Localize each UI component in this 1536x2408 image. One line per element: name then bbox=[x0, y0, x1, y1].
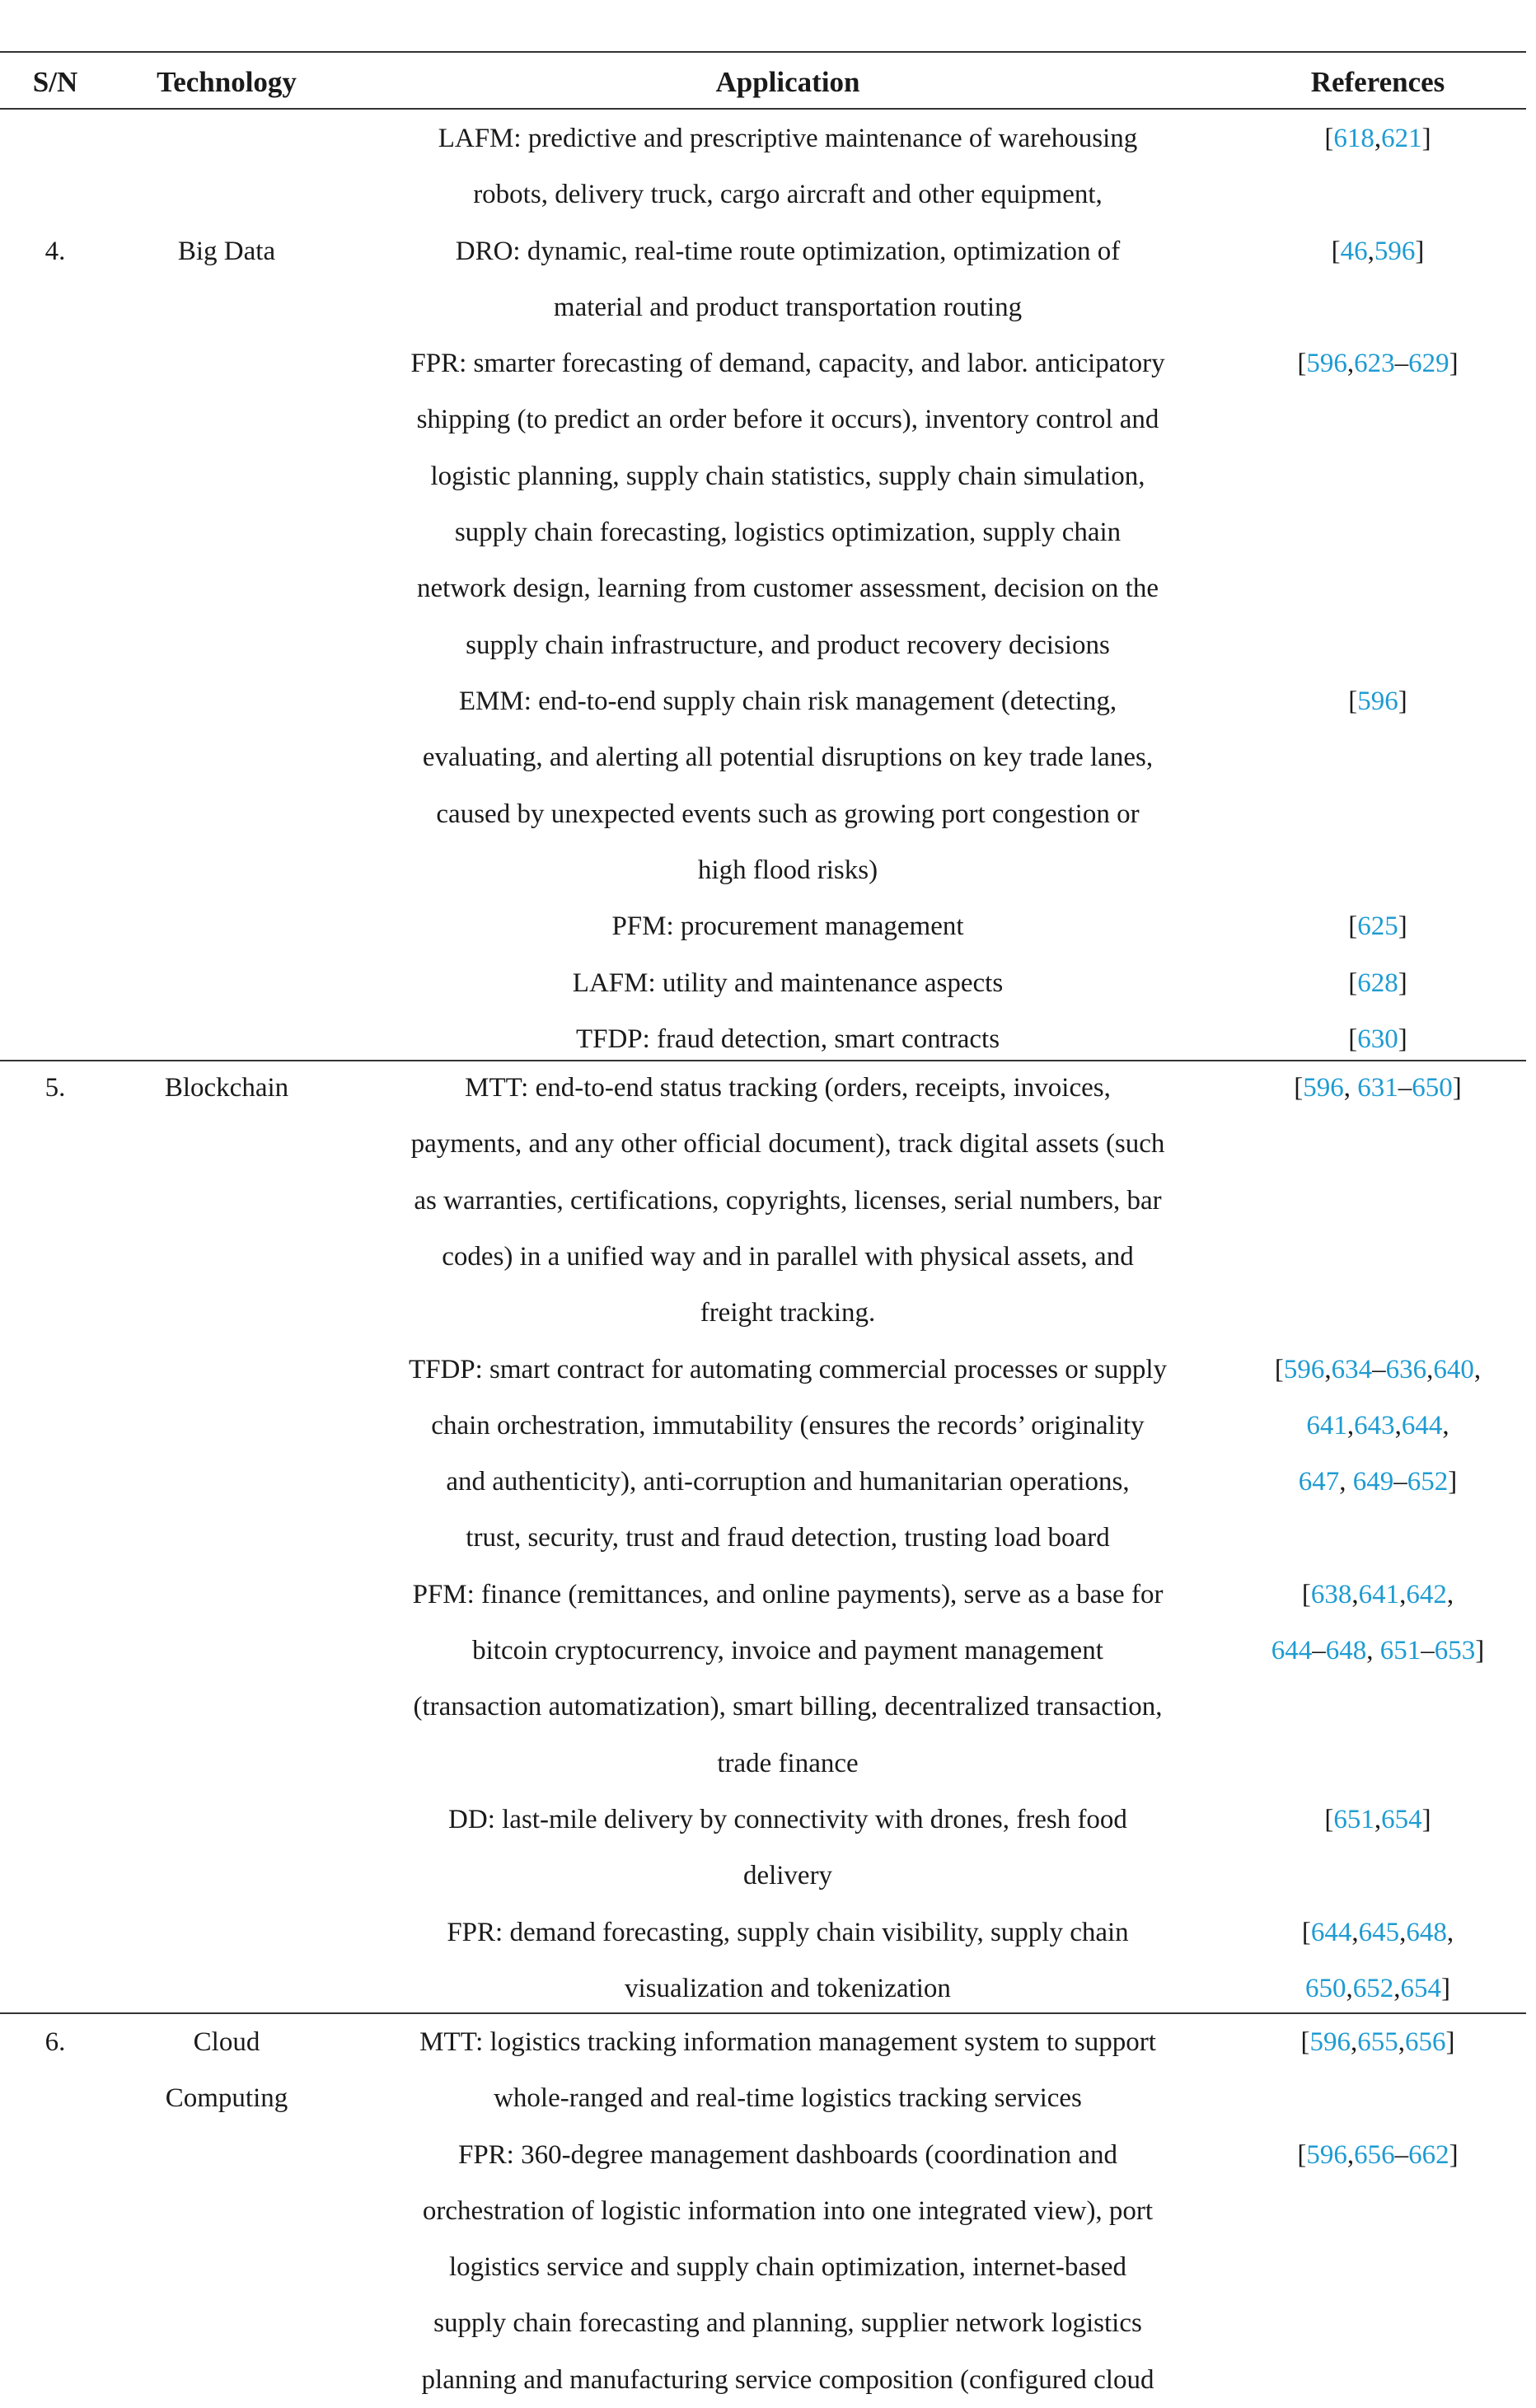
reference-number[interactable]: 654 bbox=[1381, 1804, 1422, 1834]
reference-number[interactable]: 651 bbox=[1333, 1804, 1374, 1834]
application-line: evaluating, and alerting all potential disruptions on key trade lanes, bbox=[422, 743, 1154, 773]
reference-number[interactable]: 629 bbox=[1408, 349, 1449, 379]
reference-number[interactable]: 650 bbox=[1305, 1973, 1346, 2003]
reference-number[interactable]: 46 bbox=[1340, 236, 1368, 266]
references-cell bbox=[1261, 1792, 1495, 1848]
application-line: DD: last-mile delivery by connectivity with drones, fresh food bbox=[448, 1804, 1127, 1834]
application-line: supply chain infrastructure, and product recovery decisions bbox=[466, 630, 1110, 660]
application-line: FPR: demand forecasting, supply chain visibility, supply chain bbox=[447, 1917, 1129, 1947]
application-line: codes) in a unified way and in parallel with physical assets, and bbox=[442, 1241, 1134, 1272]
references-cell bbox=[1261, 1567, 1495, 1680]
reference-line: [638,641,642, bbox=[1301, 1579, 1454, 1609]
reference-number[interactable]: 650 bbox=[1412, 1073, 1453, 1103]
reference-number[interactable]: 649 bbox=[1352, 1467, 1394, 1497]
reference-number[interactable]: 628 bbox=[1357, 967, 1398, 998]
reference-number[interactable]: 596 bbox=[1303, 1073, 1344, 1103]
application-line: delivery bbox=[742, 1861, 833, 1891]
reference-number[interactable]: 631 bbox=[1357, 1073, 1398, 1103]
reference-number[interactable]: 656 bbox=[1354, 2139, 1395, 2170]
application-line: DRO: dynamic, real-time route optimization, optimization of bbox=[455, 236, 1121, 266]
reference-number[interactable]: 642 bbox=[1406, 1579, 1447, 1609]
reference-number[interactable]: 656 bbox=[1405, 2027, 1446, 2057]
references-cell bbox=[1261, 898, 1495, 954]
reference-line: [596,623–629] bbox=[1297, 349, 1459, 379]
reference-number[interactable]: 653 bbox=[1434, 1635, 1476, 1665]
reference-number[interactable]: 647 bbox=[1298, 1467, 1340, 1497]
references-cell bbox=[1261, 1060, 1495, 1116]
references-cell bbox=[1261, 673, 1495, 729]
application-line: payments, and any other official document), track digital assets (such bbox=[410, 1129, 1165, 1159]
reference-line: [596,655,656] bbox=[1300, 2027, 1455, 2057]
reference-line: 641,643,644, bbox=[1306, 1410, 1449, 1441]
technology-line: Cloud bbox=[193, 2027, 260, 2057]
reference-number[interactable]: 651 bbox=[1379, 1635, 1421, 1665]
row-technology bbox=[110, 223, 343, 279]
application-cell bbox=[343, 335, 1233, 673]
reference-number[interactable]: 648 bbox=[1406, 1917, 1447, 1947]
header-sn: S/N bbox=[32, 66, 78, 98]
reference-number[interactable]: 596 bbox=[1283, 1354, 1325, 1384]
application-line: FPR: smarter forecasting of demand, capacity, and labor. anticipatory bbox=[410, 349, 1165, 379]
row-serial-number: 4. bbox=[44, 236, 66, 266]
application-line: LAFM: utility and maintenance aspects bbox=[572, 967, 1004, 998]
references-cell bbox=[1261, 110, 1495, 166]
row-serial-number: 5. bbox=[44, 1073, 66, 1103]
application-cell bbox=[343, 898, 1233, 954]
application-line: EMM: end-to-end supply chain risk management (detecting, bbox=[458, 686, 1117, 716]
reference-line: [618,621] bbox=[1324, 124, 1431, 153]
application-line: caused by unexpected events such as growing port congestion or bbox=[436, 799, 1140, 829]
application-line: planning and manufacturing service composition (configured cloud bbox=[421, 2364, 1154, 2395]
application-line: material and product transportation routing bbox=[553, 292, 1023, 322]
application-line: PFM: procurement management bbox=[611, 911, 964, 942]
reference-number[interactable]: 654 bbox=[1400, 1973, 1441, 2003]
application-line: MTT: end-to-end status tracking (orders, receipts, invoices, bbox=[465, 1073, 1111, 1103]
reference-number[interactable]: 596 bbox=[1306, 2139, 1347, 2170]
reference-line: [596, 631–650] bbox=[1294, 1073, 1462, 1103]
technology-line: Computing bbox=[165, 2083, 288, 2114]
references-cell bbox=[1261, 2014, 1495, 2070]
application-cell bbox=[343, 1792, 1233, 1904]
application-line: logistic planning, supply chain statistics, supply chain simulation, bbox=[430, 461, 1145, 491]
row-technology bbox=[110, 1060, 343, 1116]
header-references: References bbox=[1310, 66, 1445, 98]
application-line: FPR: 360-degree management dashboards (coordination and bbox=[457, 2139, 1118, 2170]
references-cell bbox=[1261, 2127, 1495, 2183]
reference-number[interactable]: 645 bbox=[1358, 1917, 1400, 1947]
row-technology bbox=[110, 2014, 343, 2127]
reference-number[interactable]: 640 bbox=[1433, 1354, 1474, 1384]
reference-line: [596,634–636,640, bbox=[1274, 1354, 1482, 1384]
application-line: LAFM: predictive and prescriptive maintenance of warehousing bbox=[438, 124, 1138, 153]
reference-number[interactable]: 596 bbox=[1306, 349, 1347, 379]
reference-number[interactable]: 644 bbox=[1401, 1410, 1443, 1441]
application-line: (transaction automatization), smart billing, decentralized transaction, bbox=[413, 1692, 1163, 1722]
reference-line: [596] bbox=[1348, 686, 1407, 716]
application-line: high flood risks) bbox=[697, 855, 878, 885]
application-line: trade finance bbox=[717, 1748, 859, 1778]
reference-number[interactable]: 662 bbox=[1408, 2139, 1449, 2170]
reference-number[interactable]: 596 bbox=[1374, 236, 1416, 266]
application-line: bitcoin cryptocurrency, invoice and payment management bbox=[472, 1635, 1103, 1665]
application-cell bbox=[343, 223, 1233, 336]
application-line: and authenticity), anti-corruption and humanitarian operations, bbox=[446, 1467, 1130, 1497]
application-line: orchestration of logistic information into one integrated view), port bbox=[422, 2195, 1154, 2226]
references-cell bbox=[1261, 1011, 1495, 1067]
application-line: supply chain forecasting, logistics optimization, supply chain bbox=[454, 518, 1122, 548]
table-top-rule bbox=[0, 51, 1526, 53]
application-line: visualization and tokenization bbox=[625, 1973, 951, 2003]
reference-number[interactable]: 621 bbox=[1381, 124, 1422, 153]
reference-line: 650,652,654] bbox=[1305, 1973, 1450, 2003]
reference-number[interactable]: 641 bbox=[1358, 1579, 1400, 1609]
application-line: whole-ranged and real-time logistics tracking services bbox=[494, 2083, 1082, 2114]
reference-number[interactable]: 596 bbox=[1357, 686, 1398, 716]
references-cell bbox=[1261, 1342, 1495, 1511]
application-line: logistics service and supply chain optimization, internet-based bbox=[448, 2252, 1127, 2283]
application-cell bbox=[343, 673, 1233, 898]
application-cell bbox=[343, 2127, 1233, 2408]
application-cell bbox=[343, 1904, 1233, 2017]
references-cell bbox=[1261, 223, 1495, 279]
application-cell bbox=[343, 1060, 1233, 1341]
references-cell bbox=[1261, 1904, 1495, 2017]
group-separator-rule bbox=[0, 2012, 1526, 2014]
application-cell bbox=[343, 955, 1233, 1011]
reference-line: [596,656–662] bbox=[1297, 2139, 1459, 2170]
application-line: chain orchestration, immutability (ensures the records’ originality bbox=[431, 1410, 1145, 1441]
reference-number[interactable]: 625 bbox=[1357, 911, 1398, 942]
application-line: TFDP: fraud detection, smart contracts bbox=[575, 1024, 1000, 1054]
row-serial-number: 6. bbox=[44, 2027, 66, 2057]
reference-number[interactable]: 648 bbox=[1325, 1635, 1367, 1665]
application-cell bbox=[343, 1567, 1233, 1792]
reference-line: 644–648, 651–653] bbox=[1271, 1635, 1485, 1665]
group-separator-rule bbox=[0, 1060, 1526, 1061]
reference-number[interactable]: 623 bbox=[1354, 349, 1395, 379]
reference-line: [644,645,648, bbox=[1301, 1917, 1454, 1947]
application-line: shipping (to predict an order before it occurs), inventory control and bbox=[416, 405, 1159, 435]
reference-number[interactable]: 644 bbox=[1310, 1917, 1352, 1947]
header-bottom-rule bbox=[0, 108, 1526, 110]
reference-number[interactable]: 596 bbox=[1309, 2027, 1351, 2057]
reference-line: 647, 649–652] bbox=[1298, 1467, 1458, 1497]
technology-line: Blockchain bbox=[164, 1073, 289, 1103]
reference-number[interactable]: 634 bbox=[1331, 1354, 1373, 1384]
application-line: TFDP: smart contract for automating commercial processes or supply bbox=[408, 1354, 1168, 1384]
technology-line: Big Data bbox=[177, 236, 276, 266]
reference-number[interactable]: 638 bbox=[1310, 1579, 1352, 1609]
application-line: as warranties, certifications, copyrights, licenses, serial numbers, bar bbox=[414, 1185, 1162, 1216]
application-line: network design, learning from customer assessment, decision on the bbox=[417, 574, 1159, 604]
application-line: PFM: finance (remittances, and online payments), serve as a base for bbox=[412, 1579, 1164, 1609]
application-cell bbox=[343, 110, 1233, 223]
reference-line: [628] bbox=[1348, 967, 1407, 998]
references-cell bbox=[1261, 955, 1495, 1011]
reference-number[interactable]: 636 bbox=[1385, 1354, 1427, 1384]
reference-number[interactable]: 652 bbox=[1407, 1467, 1449, 1497]
reference-line: [630] bbox=[1348, 1024, 1407, 1054]
application-line: MTT: logistics tracking information management system to support bbox=[419, 2027, 1156, 2057]
header-application: Application bbox=[715, 66, 860, 98]
application-cell bbox=[343, 1342, 1233, 1567]
reference-number[interactable]: 630 bbox=[1357, 1024, 1398, 1054]
reference-number[interactable]: 618 bbox=[1333, 124, 1374, 153]
header-technology: Technology bbox=[157, 66, 297, 98]
reference-number[interactable]: 655 bbox=[1357, 2027, 1398, 2057]
reference-line: [625] bbox=[1348, 911, 1407, 942]
application-cell bbox=[343, 1011, 1233, 1067]
reference-line: [46,596] bbox=[1331, 236, 1425, 266]
references-cell bbox=[1261, 335, 1495, 391]
reference-number[interactable]: 641 bbox=[1306, 1410, 1347, 1441]
application-line: freight tracking. bbox=[700, 1298, 876, 1328]
reference-line: [651,654] bbox=[1324, 1804, 1431, 1834]
reference-number[interactable]: 652 bbox=[1352, 1973, 1394, 2003]
application-cell bbox=[343, 2014, 1233, 2127]
reference-number[interactable]: 644 bbox=[1271, 1635, 1313, 1665]
reference-number[interactable]: 643 bbox=[1354, 1410, 1395, 1441]
application-line: supply chain forecasting and planning, supplier network logistics bbox=[433, 2308, 1142, 2339]
application-line: trust, security, trust and fraud detection, trusting load board bbox=[466, 1523, 1110, 1553]
application-line: robots, delivery truck, cargo aircraft and other equipment, bbox=[473, 180, 1103, 210]
